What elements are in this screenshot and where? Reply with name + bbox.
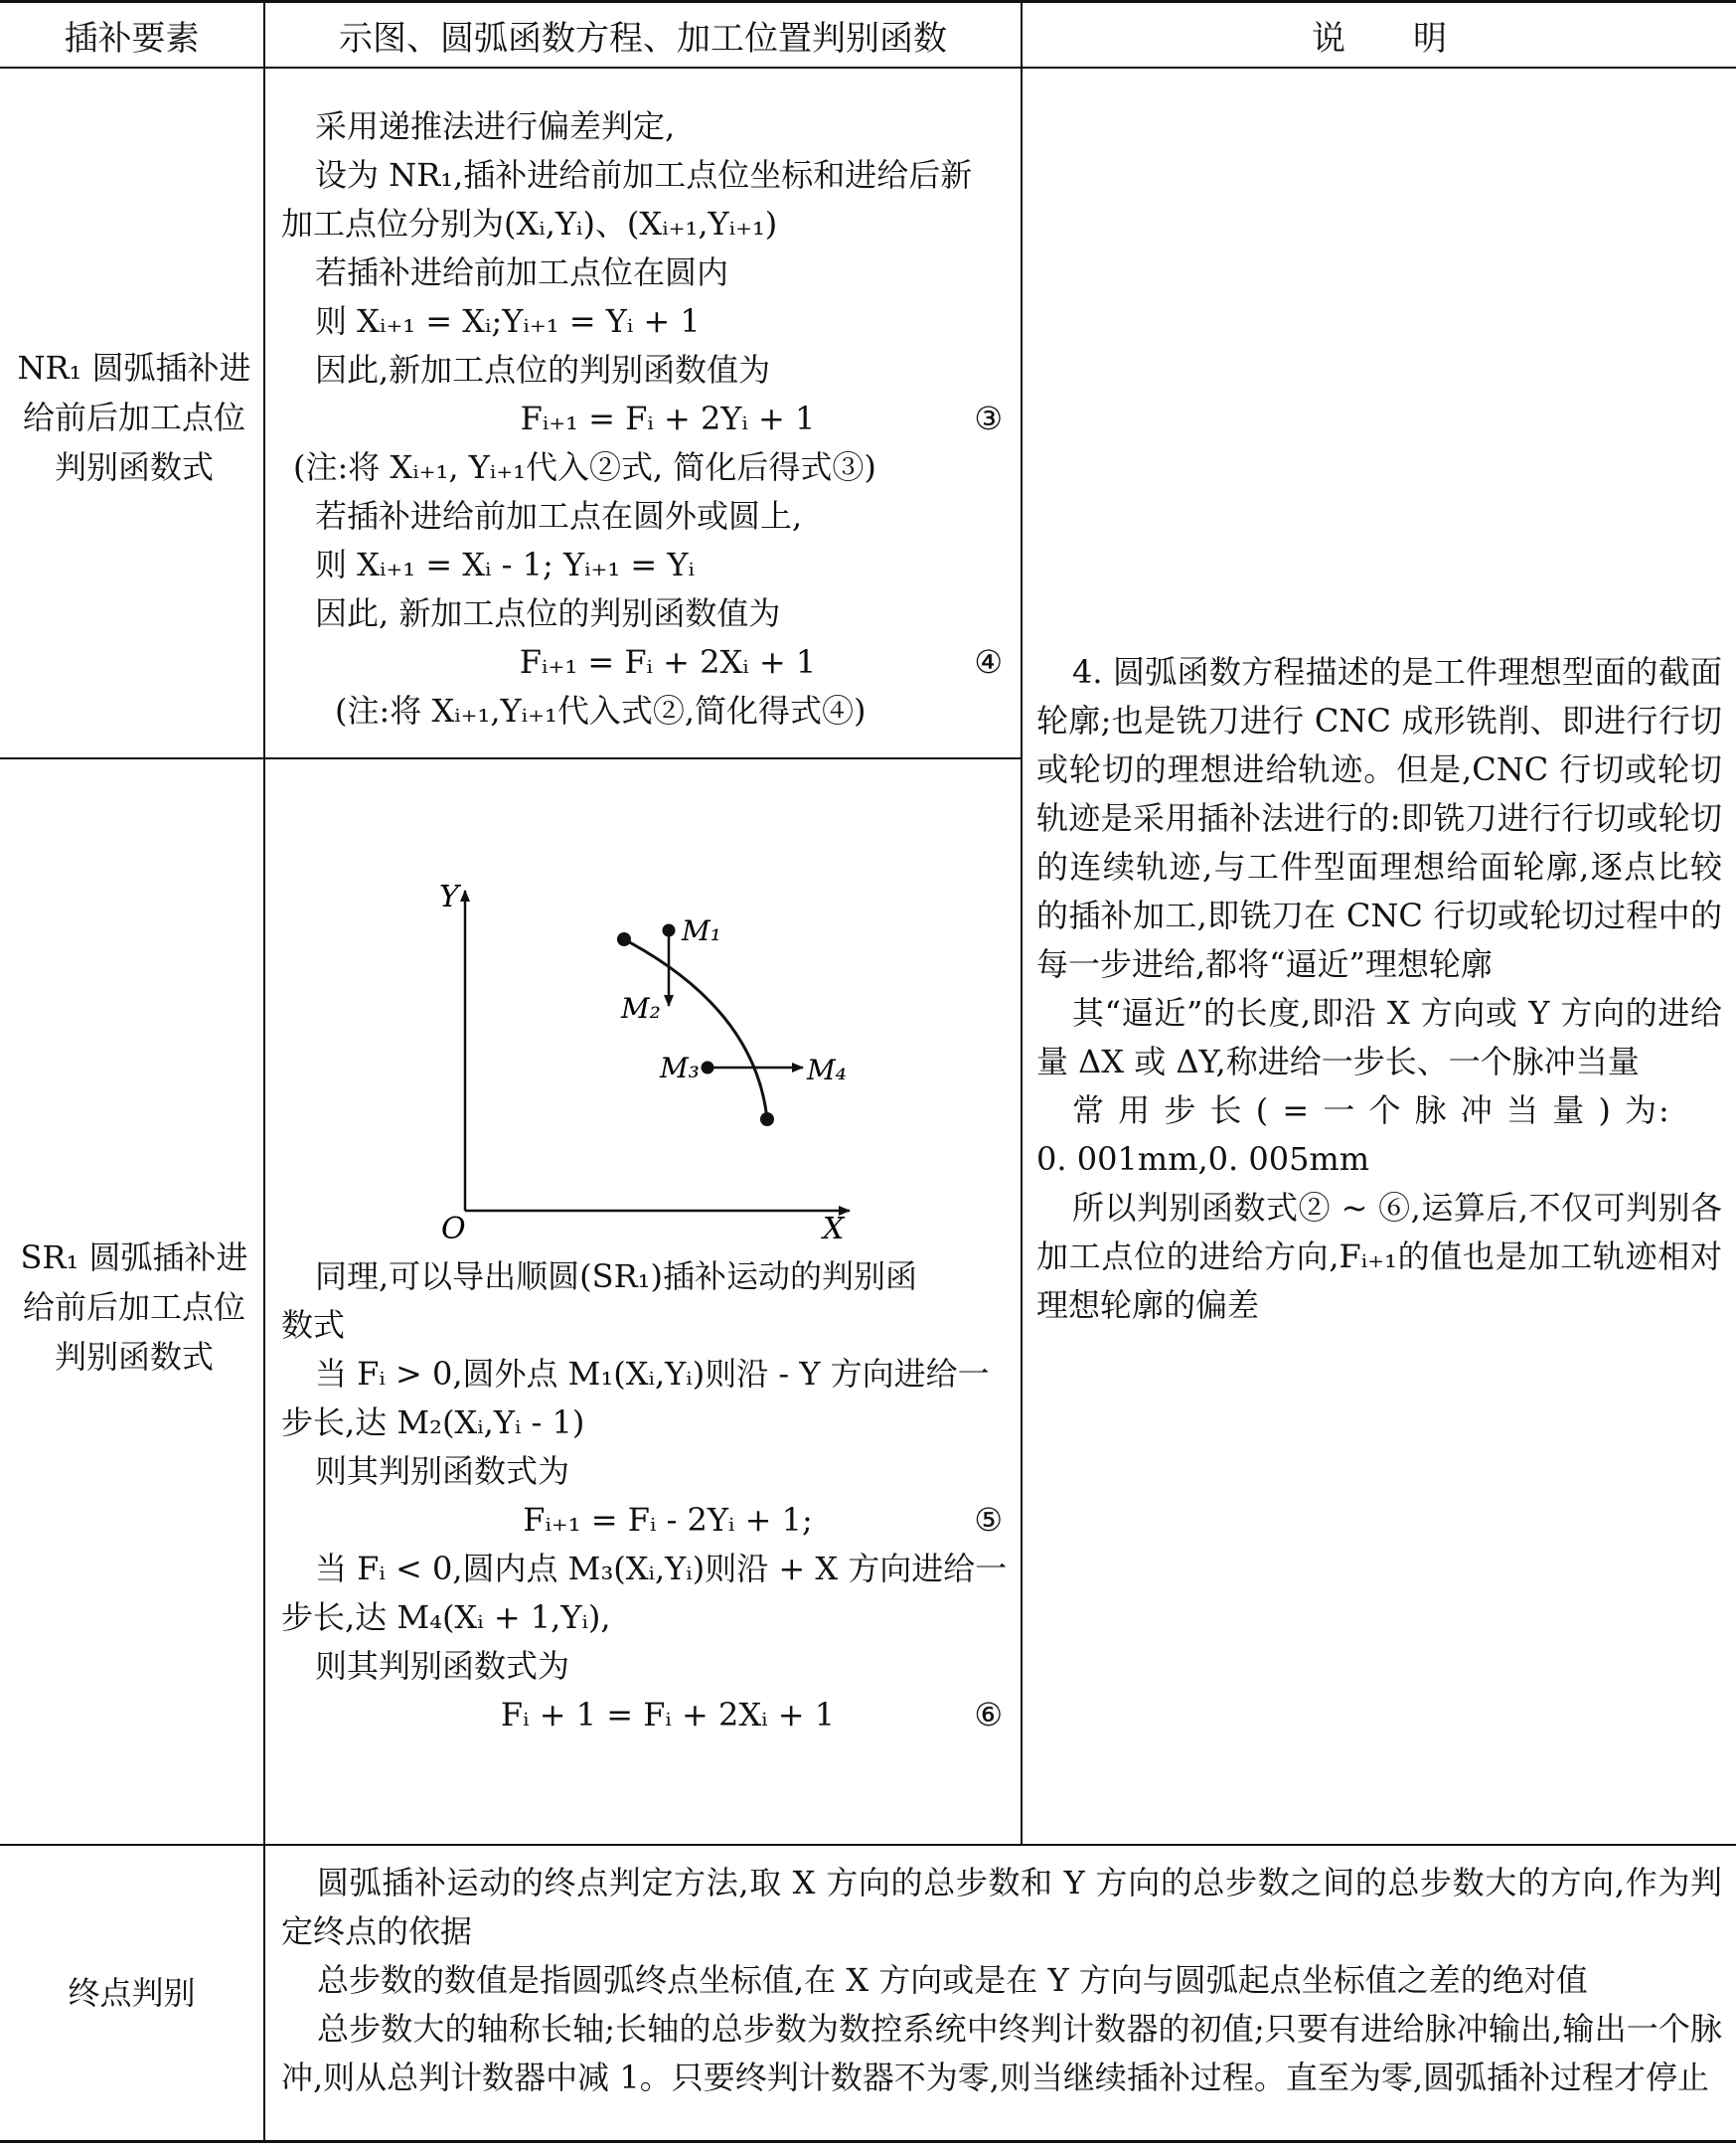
table-bottom-rule — [0, 2140, 1736, 2143]
row1-line-11: 因此, 新加工点位的判别函数值为 — [315, 594, 781, 632]
explanation-p4: 所以判别函数式② ~ ⑥,运算后,不仅可判别各加工点位的进给方向,Fᵢ₊₁的值也是加工轨迹相对理想轮廓的偏差 — [1036, 1189, 1722, 1324]
row1-line-9: 若插补进给前加工点在圆外或圆上, — [315, 497, 803, 535]
row2-line-7: 当 Fᵢ < 0,圆内点 M₃(Xᵢ,Yᵢ)则沿 + X 方向进给一 — [315, 1550, 1008, 1587]
arc-curve — [624, 939, 767, 1119]
row2-formula-5 — [315, 1496, 1021, 1545]
explanation-p2: 其“逼近”的长度,即沿 X 方向或 Y 方向的进给量 ΔX 或 ΔY,称进给一步长、一个脉冲当量 — [1036, 994, 1722, 1080]
label-m2: M₂ — [621, 992, 661, 1025]
row2-line-4: 步长,达 M₂(Xᵢ,Yᵢ - 1) — [281, 1403, 585, 1441]
row1-line-3: 加工点位分别为(Xᵢ,Yᵢ)、(Xᵢ₊₁,Yᵢ₊₁) — [281, 205, 778, 243]
row2-formula-6 — [315, 1691, 1021, 1739]
row2-line-1: 同理,可以导出顺圆(SR₁)插补运动的判别函 — [315, 1257, 917, 1295]
explanation-content — [1036, 648, 1722, 1330]
row1-content — [265, 102, 1021, 736]
formula-4: Fᵢ₊₁ = Fᵢ + 2Xᵢ + 1 — [519, 643, 817, 681]
row3-label — [0, 1968, 263, 2018]
row1-line-5: 则 Xᵢ₊₁ = Xᵢ;Yᵢ₊₁ = Yᵢ + 1 — [315, 302, 701, 340]
arc-start-point — [617, 932, 631, 946]
row3-label-text: 终点判别 — [68, 1974, 196, 2012]
row1-line-6: 因此,新加工点位的判别函数值为 — [315, 351, 771, 389]
point-m1 — [663, 924, 676, 937]
row1-line-8: (注:将 Xᵢ₊₁, Yᵢ₊₁代入②式, 简化后得式③) — [293, 448, 876, 486]
row2-line-9: 则其判别函数式为 — [315, 1647, 570, 1685]
origin-label: O — [441, 1212, 466, 1242]
row2-line-3: 当 Fᵢ > 0,圆外点 M₁(Xᵢ,Yᵢ)则沿 - Y 方向进给一 — [315, 1355, 990, 1393]
row1-line-10: 则 Xᵢ₊₁ = Xᵢ - 1; Yᵢ₊₁ = Yᵢ — [315, 546, 695, 583]
row1-formula-4 — [315, 638, 1021, 687]
row3-content — [281, 1859, 1722, 2102]
formula-3: Fᵢ₊₁ = Fᵢ + 2Yᵢ + 1 — [520, 400, 816, 437]
equation-mark-6: ⑥ — [974, 1696, 1003, 1733]
row2-rule — [0, 1844, 1736, 1846]
row2-line-2: 数式 — [281, 1306, 346, 1344]
row3-p2: 总步数的数值是指圆弧终点坐标值,在 X 方向或是在 Y 方向与圆弧起点坐标值之差的绝对值 — [317, 1961, 1588, 1999]
interpolation-diagram — [417, 875, 874, 1242]
point-m3 — [702, 1062, 714, 1074]
row1-label — [10, 343, 258, 492]
row1-line-4: 若插补进给前加工点位在圆内 — [315, 253, 729, 291]
label-m4: M₄ — [807, 1054, 847, 1086]
header-col2: 示图、圆弧函数方程、加工位置判别函数 — [339, 18, 947, 59]
row2-content — [265, 1252, 1021, 1739]
x-axis-label: X — [823, 1212, 845, 1242]
header-rule — [0, 67, 1736, 69]
explanation-p3b: 0. 001mm,0. 005mm — [1036, 1140, 1370, 1178]
equation-mark-5: ⑤ — [974, 1501, 1003, 1539]
formula-5: Fᵢ₊₁ = Fᵢ - 2Yᵢ + 1; — [523, 1501, 813, 1539]
row3-p1: 圆弧插补运动的终点判定方法,取 X 方向的总步数和 Y 方向的总步数之间的总步数大的方向,作为判定终点的依据 — [281, 1864, 1722, 1950]
explanation-p3: 常 用 步 长 ( = 一 个 脉 冲 当 量 ) 为: — [1072, 1091, 1671, 1129]
row1-formula-3 — [315, 395, 1021, 443]
equation-mark-4: ④ — [974, 643, 1003, 681]
row3-p3: 总步数大的轴称长轴;长轴的总步数为数控系统中终判计数器的初值;只要有进给脉冲输出,输出一个脉冲,则从总判计数器中减 1。只要终判计数器不为零,则当继续插补过程。直至为零,圆弧插补过程才停止 — [281, 2010, 1722, 2096]
label-m1: M₁ — [682, 914, 721, 947]
arc-end-point — [760, 1112, 774, 1126]
row2-line-8: 步长,达 M₄(Xᵢ + 1,Yᵢ), — [281, 1598, 611, 1636]
col-divider-2 — [1021, 0, 1023, 1845]
row1-line-1: 采用递推法进行偏差判定, — [315, 107, 676, 145]
row1-label-text: NR₁ 圆弧插补进给前后加工点位判别函数式 — [17, 349, 251, 486]
explanation-p1: 4. 圆弧函数方程描述的是工件理想型面的截面轮廓;也是铣刀进行 CNC 成形铣削、即进行行切或轮切的理想进给轨迹。但是,CNC 行切或轮切轨迹是采用插补法进行的:即铣刀进行行切或轮切的连续轨迹,与工件型面理想给面轮廓,逐点比较的插补加工,即铣刀在 CNC 行切或轮切过程中的每一步进给,都将“逼近”理想轮廓 — [1036, 653, 1722, 983]
row2-label-text: SR₁ 圆弧插补进给前后加工点位判别函数式 — [20, 1238, 248, 1376]
equation-mark-3: ③ — [974, 400, 1003, 437]
row1-line-2: 设为 NR₁,插补进给前加工点位坐标和进给后新 — [315, 156, 973, 194]
row2-label — [10, 1233, 258, 1382]
header-col3: 说 明 — [1312, 18, 1447, 59]
label-m3: M₃ — [660, 1052, 700, 1084]
row1-rule — [0, 757, 1022, 759]
formula-6: Fᵢ + 1 = Fᵢ + 2Xᵢ + 1 — [500, 1696, 836, 1733]
header-col1: 插补要素 — [64, 18, 200, 59]
row1-line-13: (注:将 Xᵢ₊₁,Yᵢ₊₁代入式②,简化得式④) — [335, 692, 867, 730]
y-axis-label: Y — [439, 880, 459, 914]
row2-line-5: 则其判别函数式为 — [315, 1452, 570, 1490]
